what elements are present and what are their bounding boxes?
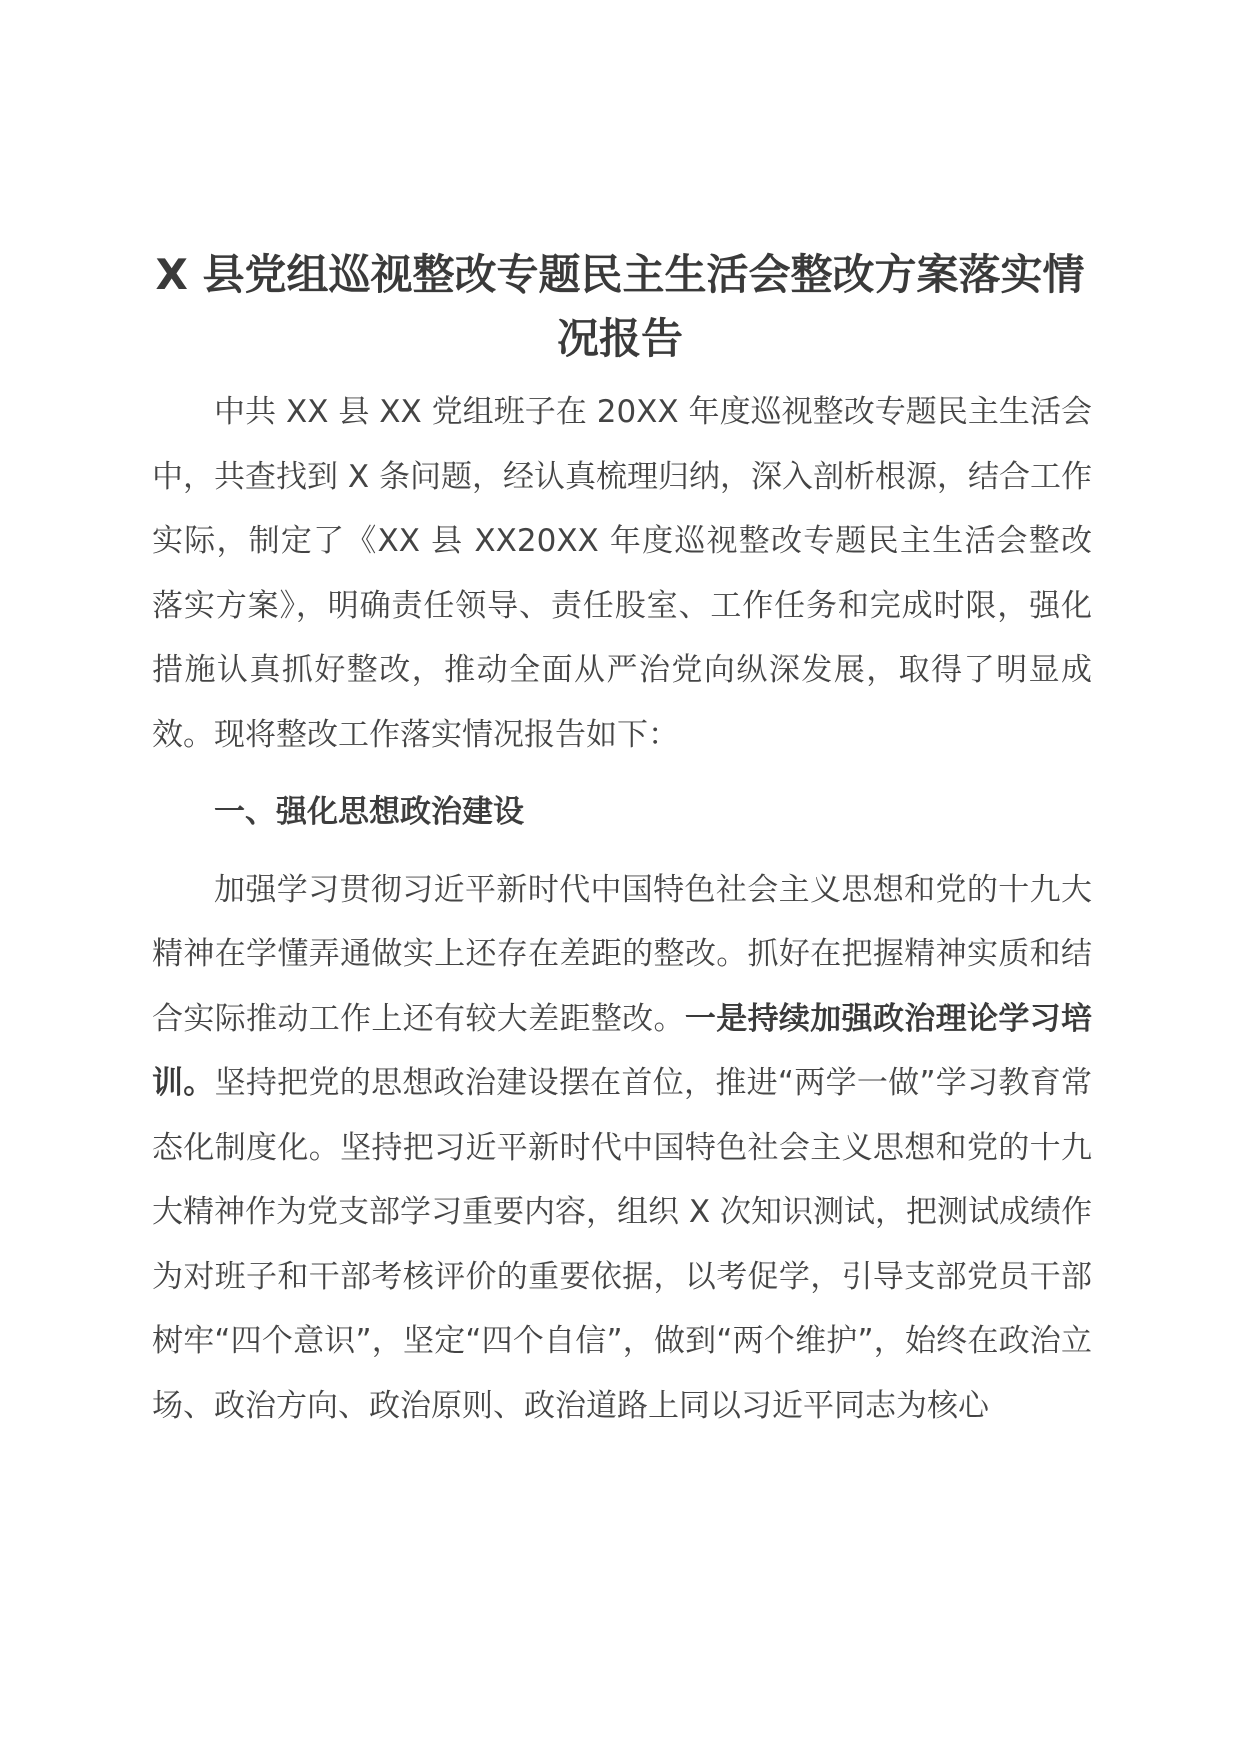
paragraph-text: 加强学习贯彻习近平新时代中国特色社会主义思想和党的十九大精神在学懂弄通做实上还存在差距的整改。抓好在把握精神实质和结合实际推动工作上还有较大差距整改。 [152,871,1092,1037]
section-heading: 一、强化思想政治建设 [214,794,524,830]
intro-paragraph: 中共 XX 县 XX 党组班子在 20XX 年度巡视整改专题民主生活会中，共查找到 X 条问题，经认真梳理归纳，深入剖析根源，结合工作实际，制定了《XX 县 XX20XX 年度巡视整改专题民主生活会整改落实方案》，明确责任领导、责任股室、工作任务和完成时限，强化措施认真抓好整改，推动全面从严治党向纵深发展，取得了明显成效。现将整改工作落实情况报告如下： [152,394,1092,753]
bold-key-point: 一是持续加强政治理论学习培训。 [152,1000,1093,1101]
document-title: X 县党组巡视整改专题民主生活会整改方案落实情况报告 [155,250,1085,363]
section-paragraph [152,858,1092,1439]
paragraph-text-continued: 坚持把党的思想政治建设摆在首位，推进“两学一做”学习教育常态化制度化。坚持把习近平新时代中国特色社会主义思想和党的十九大精神作为党支部学习重要内容，组织 X 次知识测试，把测试成绩作为对班子和干部考核评价的重要依据，以考促学，引导支部党员干部树牢“四个意识”，坚定“四个自信”，做到“两个维护”，始终在政治立场、政治方向、政治原则、政治道路上同以习近平同志为核心 [152,1065,1092,1424]
document-body [152,380,1092,1438]
